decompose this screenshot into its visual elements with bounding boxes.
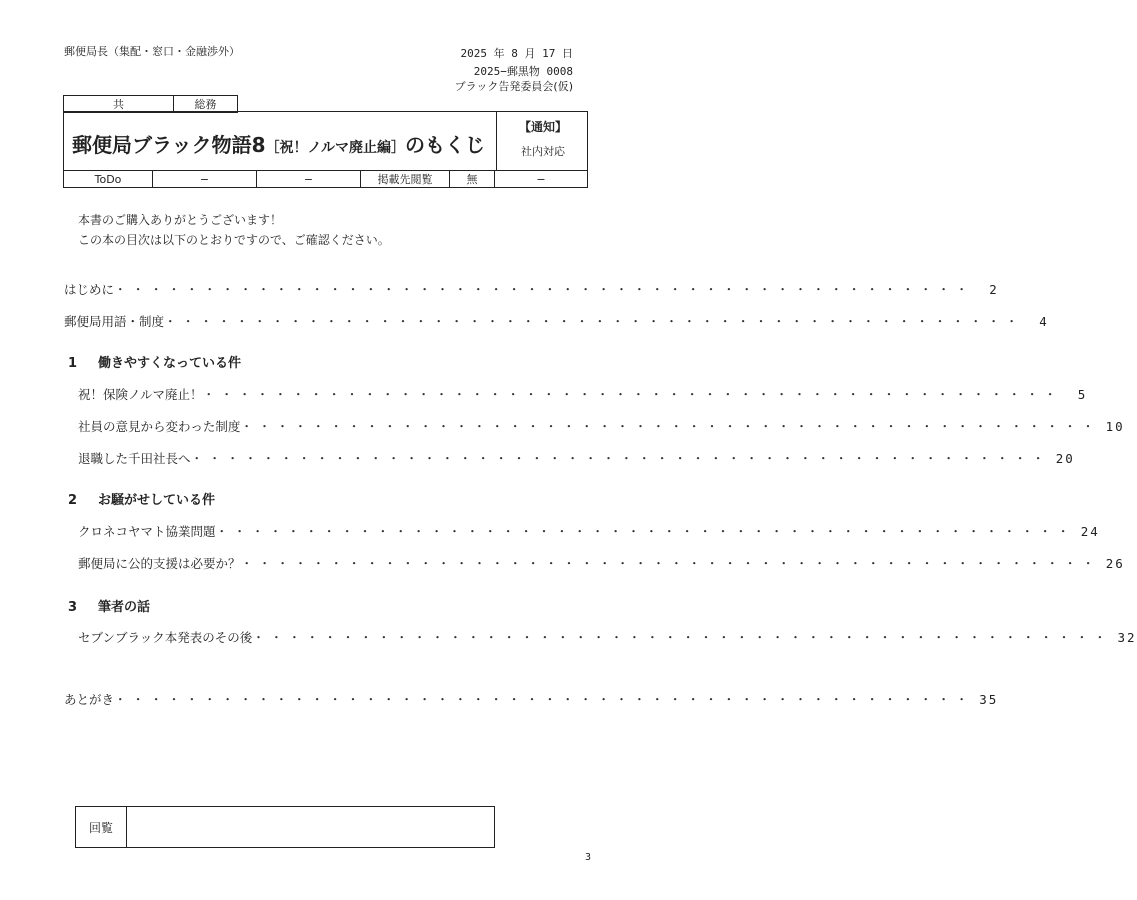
title-box <box>63 111 588 171</box>
toc-entry-yougo[interactable] <box>64 312 1049 330</box>
circulation-field[interactable] <box>127 807 494 847</box>
toc-page: 32 <box>1117 630 1137 645</box>
status-table <box>63 170 588 188</box>
toc-page: 2 <box>989 282 999 297</box>
circulation-label: 回覧 <box>76 807 127 847</box>
header-department: 郵便局長（集配・窓口・金融渉外） <box>64 45 240 58</box>
section-title: 筆者の話 <box>98 600 151 615</box>
toc-leader: ・・・・・・・・・・・・・・・・・・・・・・・・・・・・・・・・・・・・・・・・・・・・・・・・ <box>252 630 1112 645</box>
toc-entry-1-3[interactable] <box>78 449 1075 467</box>
title-main: 郵便局ブラック物語8 <box>72 133 266 157</box>
document-title <box>72 129 485 158</box>
toc-entry-3-1[interactable] <box>78 628 1137 646</box>
category-somu: 総務 <box>174 96 238 113</box>
toc-page: 5 <box>1077 387 1088 402</box>
page-number: 3 <box>585 852 592 863</box>
toc-page: 26 <box>1105 556 1125 571</box>
section-heading-2 <box>68 489 215 508</box>
todo-cell: ToDo <box>64 171 153 188</box>
section-title: お騒がせしている件 <box>98 493 216 508</box>
toc-label: 祝！保険ノルマ廃止！ <box>78 387 203 402</box>
toc-entry-2-1[interactable] <box>78 522 1100 540</box>
toc-entry-1-1[interactable] <box>78 385 1088 403</box>
toc-label: 社員の意見から変わった制度 <box>78 419 241 434</box>
toc-page: 24 <box>1080 524 1100 539</box>
toc-page: 35 <box>979 692 999 707</box>
section-number: 1 <box>68 356 78 371</box>
toc-leader: ・・・・・・・・・・・・・・・・・・・・・・・・・・・・・・・・・・・・・・・・・・・・・・・・ <box>215 524 1075 539</box>
toc-label: あとがき <box>64 692 115 707</box>
toc-entry-atogaki[interactable] <box>64 690 999 708</box>
section-heading-3 <box>68 596 150 615</box>
toc-entry-2-2[interactable] <box>78 554 1125 572</box>
dash-cell-1: − <box>153 171 257 188</box>
header-date: 2025 年 8 月 17 日 <box>460 47 573 60</box>
section-title: 働きやすくなっている件 <box>98 356 242 371</box>
toc-label: 郵便局に公的支援は必要か？ <box>78 556 241 571</box>
title-sub: ［祝！ノルマ廃止編］ <box>265 140 405 156</box>
toc-leader: ・・・・・・・・・・・・・・・・・・・・・・・・・・・・・・・・・・・・・・・・・・・・・・・・ <box>202 387 1062 402</box>
circulation-box <box>75 806 495 848</box>
intro-line-2: この本の目次は以下のとおりですので、ご確認ください。 <box>78 233 390 247</box>
toc-page: 4 <box>1039 314 1049 329</box>
toc-leader: ・・・・・・・・・・・・・・・・・・・・・・・・・・・・・・・・・・・・・・・・・・・・・・・・ <box>240 556 1100 571</box>
toc-entry-hajimeni[interactable] <box>64 280 999 298</box>
nashi-cell: 無 <box>450 171 495 188</box>
toc-leader: ・・・・・・・・・・・・・・・・・・・・・・・・・・・・・・・・・・・・・・・・・・・・・・・・ <box>190 451 1050 466</box>
toc-leader: ・・・・・・・・・・・・・・・・・・・・・・・・・・・・・・・・・・・・・・・・・・・・・・・・ <box>114 692 974 707</box>
notice-scope: 社内対応 <box>521 145 565 158</box>
toc-label: 郵便局用語・制度 <box>64 314 165 329</box>
header-org: ブラック告発委員会(仮) <box>454 80 573 93</box>
toc-page: 20 <box>1055 451 1075 466</box>
section-number: 2 <box>68 493 78 508</box>
category-kyo: 共 <box>64 96 174 113</box>
notice-label: 【通知】 <box>518 120 567 134</box>
header-doc-number: 2025−郵黒物 0008 <box>473 65 573 78</box>
title-tail: のもくじ <box>404 133 485 157</box>
toc-leader: ・・・・・・・・・・・・・・・・・・・・・・・・・・・・・・・・・・・・・・・・・・・・・・・・ <box>114 282 974 297</box>
section-heading-1 <box>68 352 241 371</box>
toc-label: 退職した千田社長へ <box>78 451 191 466</box>
toc-entry-1-2[interactable] <box>78 417 1125 435</box>
toc-leader: ・・・・・・・・・・・・・・・・・・・・・・・・・・・・・・・・・・・・・・・・・・・・・・・・ <box>240 419 1100 434</box>
toc-leader: ・・・・・・・・・・・・・・・・・・・・・・・・・・・・・・・・・・・・・・・・・・・・・・・・ <box>164 314 1024 329</box>
section-number: 3 <box>68 600 78 615</box>
intro-line-1: 本書のご購入ありがとうございます！ <box>78 213 283 227</box>
keisai-cell: 掲載先閲覧 <box>361 171 450 188</box>
toc-label: クロネコヤマト協業問題 <box>78 524 216 539</box>
toc-label: はじめに <box>64 282 115 297</box>
toc-page: 10 <box>1105 419 1125 434</box>
dash-cell-2: − <box>257 171 361 188</box>
toc-label: セブンブラック本発表のその後 <box>78 630 253 645</box>
dash-cell-3: − <box>495 171 588 188</box>
